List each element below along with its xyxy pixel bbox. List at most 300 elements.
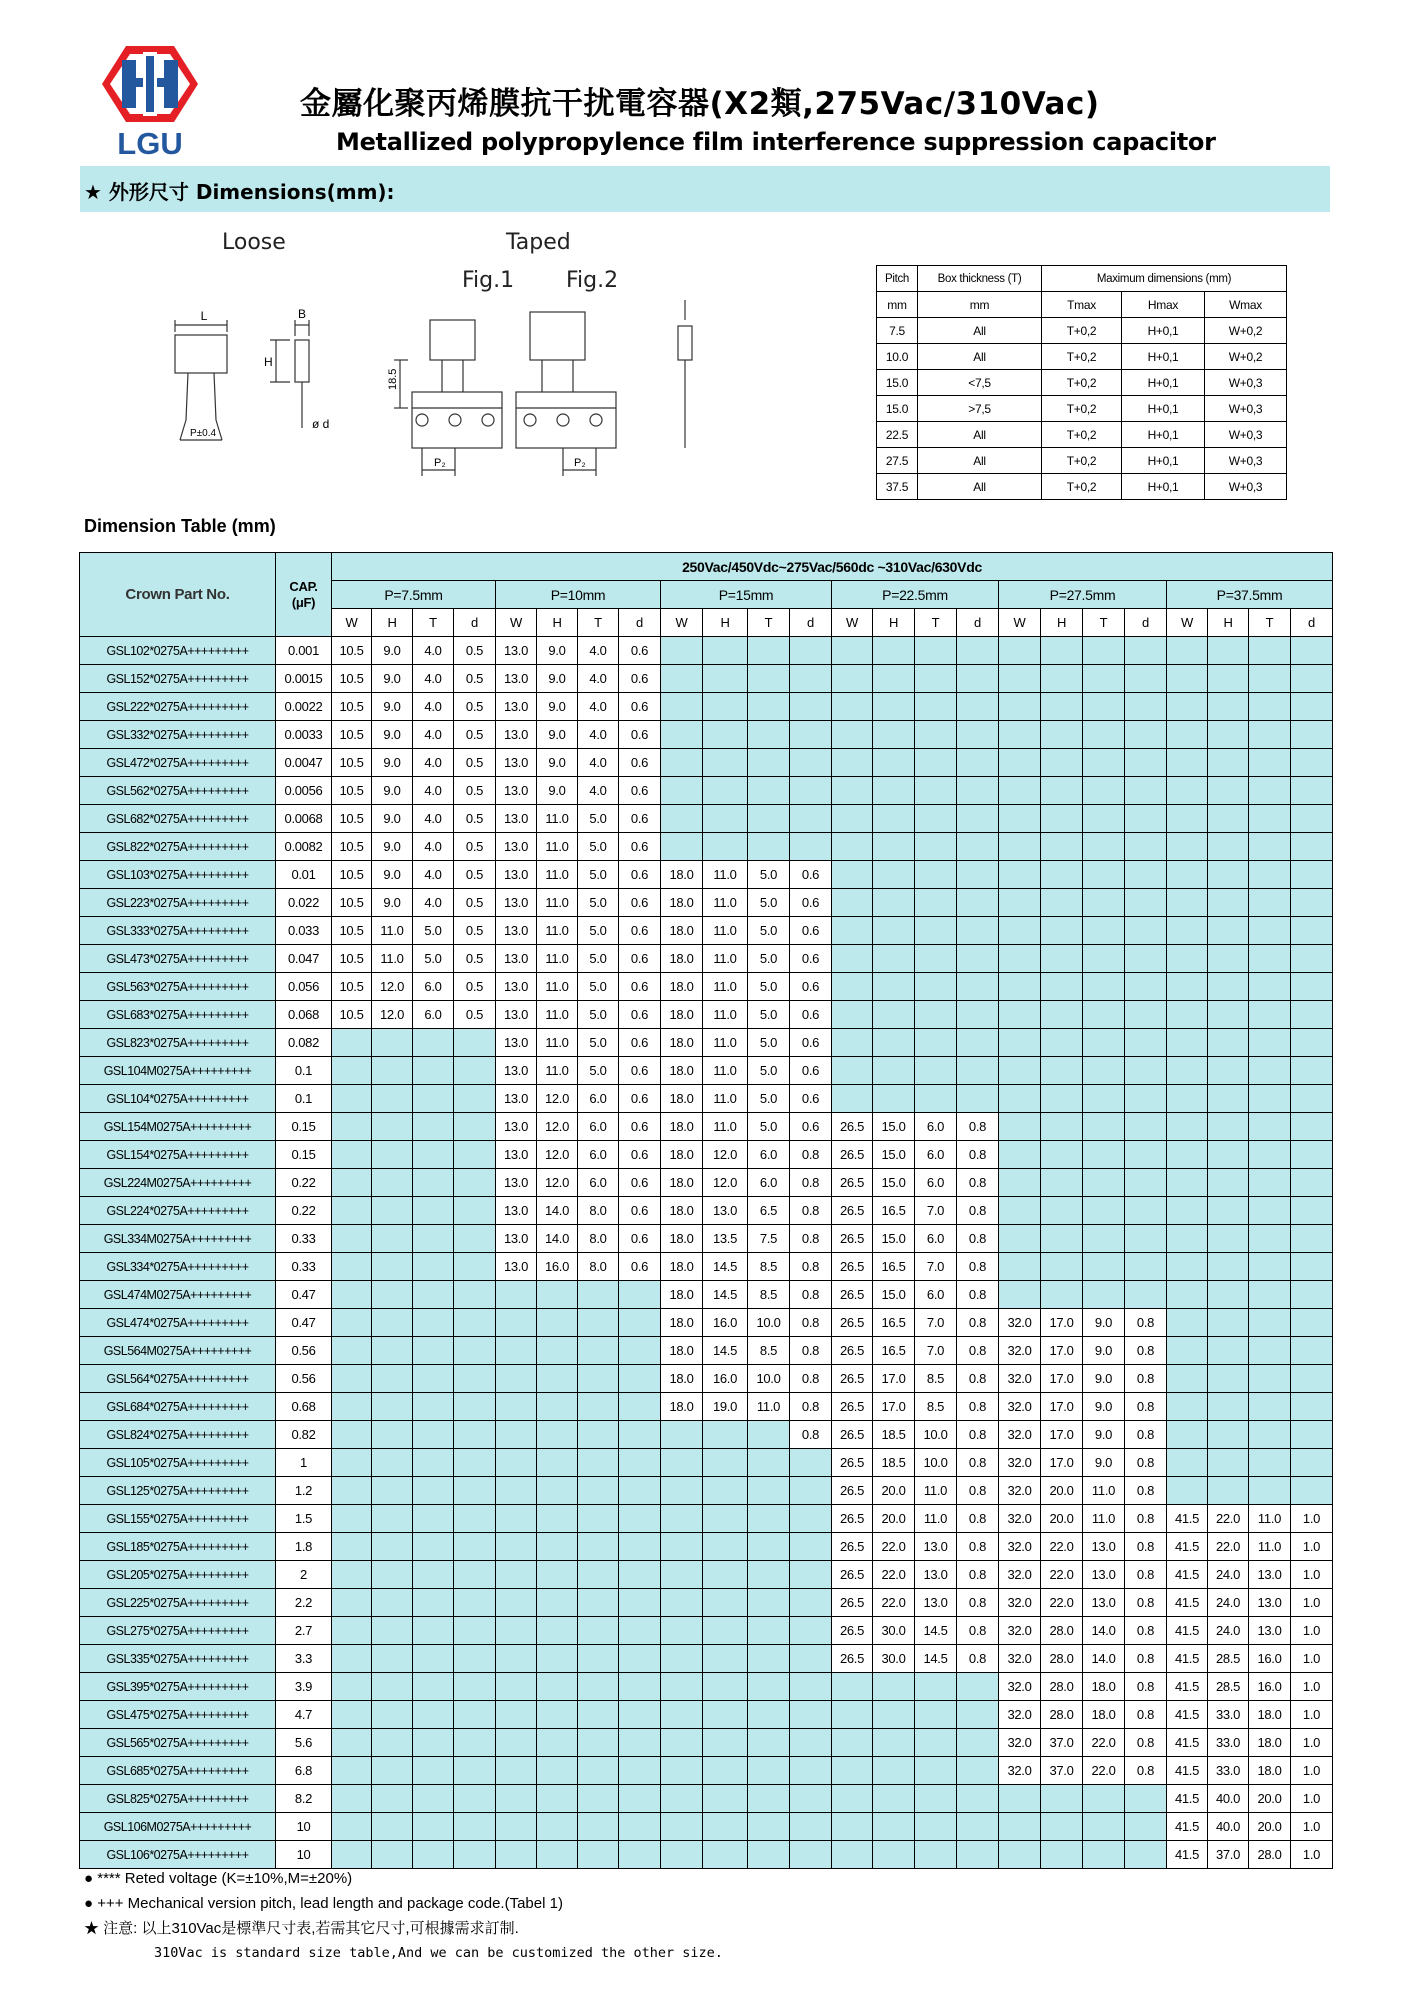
dim-value-cell xyxy=(1208,1281,1249,1309)
pitch-cell: T+0,2 xyxy=(1042,396,1122,422)
dt-col-header: W xyxy=(496,609,537,637)
dim-value-cell xyxy=(454,1505,496,1533)
dim-value-cell: 6.0 xyxy=(578,1113,619,1141)
part-number-cell: GSL685*0275A+++++++++ xyxy=(80,1757,276,1785)
dim-value-cell xyxy=(332,1645,372,1673)
dim-value-cell xyxy=(999,1225,1041,1253)
pitch-row xyxy=(877,422,1287,448)
capacitance-cell: 1.8 xyxy=(276,1533,332,1561)
dim-value-cell xyxy=(332,1197,372,1225)
dim-value-cell xyxy=(332,1505,372,1533)
table-row xyxy=(80,1673,1333,1701)
dim-value-cell: 14.5 xyxy=(915,1617,957,1645)
dim-value-cell: 4.0 xyxy=(578,721,619,749)
dim-value-cell: 22.0 xyxy=(1041,1561,1083,1589)
part-number-cell: GSL474M0275A+++++++++ xyxy=(80,1281,276,1309)
dim-value-cell: 13.0 xyxy=(496,1169,537,1197)
dim-value-cell xyxy=(748,1757,790,1785)
dim-value-cell xyxy=(999,945,1041,973)
dim-value-cell: 0.8 xyxy=(957,1337,999,1365)
dim-value-cell xyxy=(332,1729,372,1757)
part-number-cell: GSL334M0275A+++++++++ xyxy=(80,1225,276,1253)
dim-value-cell: 41.5 xyxy=(1167,1645,1208,1673)
part-number-cell: GSL684*0275A+++++++++ xyxy=(80,1393,276,1421)
dim-value-cell xyxy=(1083,1057,1125,1085)
dim-value-cell: 15.0 xyxy=(873,1113,915,1141)
dim-value-cell: 18.0 xyxy=(661,1169,703,1197)
dim-value-cell xyxy=(1249,749,1291,777)
dim-value-cell xyxy=(832,1001,873,1029)
dim-value-cell xyxy=(748,1841,790,1869)
dim-value-cell xyxy=(1125,1253,1167,1281)
dim-value-cell xyxy=(1125,861,1167,889)
dim-value-cell xyxy=(454,1813,496,1841)
dim-value-cell: 0.8 xyxy=(1125,1561,1167,1589)
dim-value-cell: 13.0 xyxy=(496,721,537,749)
dim-value-cell: 11.0 xyxy=(703,945,748,973)
dim-value-cell: 11.0 xyxy=(372,917,413,945)
dim-value-cell xyxy=(748,1589,790,1617)
dt-col-header: d xyxy=(957,609,999,637)
dim-value-cell xyxy=(999,1281,1041,1309)
dim-value-cell xyxy=(619,1757,661,1785)
label-fig2: Fig.2 xyxy=(566,268,619,293)
dim-value-cell: 22.0 xyxy=(873,1533,915,1561)
dim-value-cell xyxy=(454,1057,496,1085)
dim-value-cell xyxy=(454,1449,496,1477)
dim-value-cell xyxy=(1125,945,1167,973)
dim-value-cell xyxy=(915,749,957,777)
dim-value-cell: 0.6 xyxy=(619,1225,661,1253)
dim-value-cell: 0.8 xyxy=(957,1225,999,1253)
dim-value-cell xyxy=(537,1645,578,1673)
dim-value-cell xyxy=(915,1001,957,1029)
dt-pitch-header: P=15mm xyxy=(661,581,832,609)
dt-col-header: H xyxy=(1208,609,1249,637)
dim-value-cell xyxy=(332,1617,372,1645)
table-row xyxy=(80,1001,1333,1029)
part-number-cell: GSL185*0275A+++++++++ xyxy=(80,1533,276,1561)
dim-value-cell: 17.0 xyxy=(1041,1449,1083,1477)
pitch-cell: T+0,2 xyxy=(1042,448,1122,474)
dim-value-cell xyxy=(1291,889,1333,917)
dim-value-cell xyxy=(790,1477,832,1505)
part-number-cell: GSL105*0275A+++++++++ xyxy=(80,1449,276,1477)
dim-value-cell xyxy=(873,1729,915,1757)
dt-col-header: T xyxy=(413,609,454,637)
pitch-cell: H+0,1 xyxy=(1122,396,1205,422)
dim-value-cell xyxy=(1041,749,1083,777)
pitch-cell: 37.5 xyxy=(877,474,918,500)
dim-value-cell xyxy=(578,1309,619,1337)
dim-value-cell: 18.0 xyxy=(661,1337,703,1365)
dim-value-cell xyxy=(413,1617,454,1645)
dim-value-cell: 18.0 xyxy=(661,861,703,889)
dim-value-cell xyxy=(413,1337,454,1365)
dim-value-cell: 40.0 xyxy=(1208,1785,1249,1813)
dim-value-cell xyxy=(1291,945,1333,973)
dim-value-cell xyxy=(661,1533,703,1561)
dim-value-cell xyxy=(537,1561,578,1589)
dim-value-cell xyxy=(832,1729,873,1757)
dim-value-cell xyxy=(915,665,957,693)
dim-value-cell: 6.0 xyxy=(748,1169,790,1197)
dim-value-cell xyxy=(1249,1421,1291,1449)
part-number-cell: GSL152*0275A+++++++++ xyxy=(80,665,276,693)
dim-value-cell xyxy=(413,1225,454,1253)
dim-value-cell xyxy=(1291,1337,1333,1365)
dim-value-cell xyxy=(1167,665,1208,693)
dim-value-cell: 1.0 xyxy=(1291,1505,1333,1533)
dim-value-cell xyxy=(496,1701,537,1729)
dim-value-cell xyxy=(1208,861,1249,889)
dim-value-cell: 17.0 xyxy=(1041,1309,1083,1337)
dim-value-cell: 5.0 xyxy=(748,945,790,973)
table-row xyxy=(80,1141,1333,1169)
pitch-cell: H+0,1 xyxy=(1122,370,1205,396)
dim-value-cell xyxy=(1083,805,1125,833)
dim-value-cell: 9.0 xyxy=(1083,1393,1125,1421)
dim-value-cell xyxy=(999,665,1041,693)
dim-value-cell: 9.0 xyxy=(1083,1421,1125,1449)
dim-value-cell: 1.0 xyxy=(1291,1785,1333,1813)
dim-value-cell: 32.0 xyxy=(999,1617,1041,1645)
dim-value-cell: 0.5 xyxy=(454,1001,496,1029)
dim-value-cell: 10.0 xyxy=(915,1421,957,1449)
dim-value-cell xyxy=(413,1813,454,1841)
capacitor-drawing xyxy=(150,280,710,500)
pitch-cell: 27.5 xyxy=(877,448,918,474)
dim-value-cell xyxy=(1041,1785,1083,1813)
dim-value-cell xyxy=(1167,1449,1208,1477)
dim-value-cell xyxy=(454,1729,496,1757)
dimensions-section-heading: ★ 外形尺寸 Dimensions(mm): xyxy=(84,180,395,204)
dim-value-cell xyxy=(454,1589,496,1617)
dim-value-cell xyxy=(915,637,957,665)
part-number-cell: GSL154M0275A+++++++++ xyxy=(80,1113,276,1141)
dim-value-cell xyxy=(496,1505,537,1533)
pitch-header-cell: Tmax xyxy=(1042,292,1122,318)
dim-value-cell xyxy=(957,1785,999,1813)
dim-value-cell xyxy=(537,1505,578,1533)
dim-value-cell: 1.0 xyxy=(1291,1841,1333,1869)
dim-value-cell: 0.5 xyxy=(454,693,496,721)
table-row xyxy=(80,973,1333,1001)
dim-value-cell xyxy=(957,945,999,973)
dim-value-cell: 18.0 xyxy=(1249,1701,1291,1729)
dim-value-cell: 6.0 xyxy=(915,1169,957,1197)
dim-value-cell xyxy=(1083,1141,1125,1169)
dim-value-cell xyxy=(413,1141,454,1169)
dim-value-cell xyxy=(413,1505,454,1533)
dim-value-cell xyxy=(832,637,873,665)
dim-value-cell xyxy=(1167,973,1208,1001)
dim-value-cell xyxy=(372,1421,413,1449)
dim-value-cell: 19.0 xyxy=(703,1393,748,1421)
table-row xyxy=(80,917,1333,945)
part-number-cell: GSL563*0275A+++++++++ xyxy=(80,973,276,1001)
dim-value-cell: 9.0 xyxy=(372,805,413,833)
dim-value-cell: 11.0 xyxy=(1083,1505,1125,1533)
dim-value-cell: 26.5 xyxy=(832,1421,873,1449)
dim-value-cell: 5.0 xyxy=(578,973,619,1001)
dim-value-cell: 7.5 xyxy=(748,1225,790,1253)
dim-value-cell: 0.5 xyxy=(454,665,496,693)
dim-value-cell: 22.0 xyxy=(1083,1757,1125,1785)
dim-label-b: B xyxy=(297,307,307,321)
dim-value-cell xyxy=(1083,1225,1125,1253)
dim-value-cell xyxy=(1249,805,1291,833)
dim-value-cell: 26.5 xyxy=(832,1449,873,1477)
dim-value-cell xyxy=(1125,1029,1167,1057)
dim-value-cell xyxy=(332,1589,372,1617)
dim-value-cell xyxy=(332,1757,372,1785)
dim-value-cell: 0.8 xyxy=(790,1141,832,1169)
dim-value-cell: 6.0 xyxy=(578,1169,619,1197)
dim-value-cell: 6.0 xyxy=(748,1141,790,1169)
dim-value-cell: 6.5 xyxy=(748,1197,790,1225)
dim-value-cell xyxy=(1208,945,1249,973)
pitch-header-cell: Maximum dimensions (mm) xyxy=(1042,266,1287,292)
dim-value-cell xyxy=(703,1421,748,1449)
dim-value-cell: 6.0 xyxy=(578,1141,619,1169)
dim-value-cell: 9.0 xyxy=(372,665,413,693)
table-row xyxy=(80,693,1333,721)
pitch-header-cell: mm xyxy=(877,292,918,318)
dim-value-cell: 26.5 xyxy=(832,1141,873,1169)
dim-value-cell: 17.0 xyxy=(1041,1337,1083,1365)
dim-value-cell: 11.0 xyxy=(537,861,578,889)
dim-value-cell xyxy=(1083,1785,1125,1813)
dim-value-cell xyxy=(332,1029,372,1057)
dim-value-cell xyxy=(1249,973,1291,1001)
dim-value-cell: 22.0 xyxy=(1208,1505,1249,1533)
dim-value-cell xyxy=(578,1617,619,1645)
dim-value-cell xyxy=(496,1729,537,1757)
dim-value-cell xyxy=(999,861,1041,889)
dim-value-cell: 0.6 xyxy=(790,1057,832,1085)
dim-value-cell xyxy=(1167,1057,1208,1085)
dim-value-cell: 28.0 xyxy=(1249,1841,1291,1869)
dim-value-cell xyxy=(832,1057,873,1085)
dim-value-cell: 14.5 xyxy=(703,1253,748,1281)
dim-value-cell: 13.0 xyxy=(496,1113,537,1141)
dim-value-cell xyxy=(1167,917,1208,945)
dim-value-cell xyxy=(619,1477,661,1505)
dim-value-cell: 10.5 xyxy=(332,889,372,917)
dim-value-cell xyxy=(915,1701,957,1729)
dim-value-cell: 13.0 xyxy=(496,1057,537,1085)
dim-value-cell xyxy=(661,1617,703,1645)
dim-value-cell: 0.8 xyxy=(790,1253,832,1281)
table-row xyxy=(80,1225,1333,1253)
dim-value-cell xyxy=(748,1701,790,1729)
dim-value-cell: 13.0 xyxy=(496,777,537,805)
dim-value-cell xyxy=(578,1729,619,1757)
dim-value-cell xyxy=(1083,1253,1125,1281)
dt-col-header: T xyxy=(1249,609,1291,637)
dim-value-cell: 9.0 xyxy=(537,749,578,777)
dim-value-cell xyxy=(832,889,873,917)
dim-value-cell: 0.8 xyxy=(1125,1309,1167,1337)
dim-value-cell xyxy=(873,665,915,693)
pitch-cell: T+0,2 xyxy=(1042,474,1122,500)
dim-value-cell xyxy=(413,1309,454,1337)
dim-value-cell: 41.5 xyxy=(1167,1505,1208,1533)
dim-value-cell: 20.0 xyxy=(1249,1785,1291,1813)
dim-value-cell: 0.8 xyxy=(790,1225,832,1253)
dt-pitch-header: P=22.5mm xyxy=(832,581,999,609)
dt-col-header: d xyxy=(1291,609,1333,637)
dim-value-cell xyxy=(1249,1169,1291,1197)
capacitance-cell: 0.047 xyxy=(276,945,332,973)
dim-value-cell: 20.0 xyxy=(1249,1813,1291,1841)
dim-value-cell xyxy=(1249,1225,1291,1253)
capacitance-cell: 1.5 xyxy=(276,1505,332,1533)
dim-value-cell: 10.5 xyxy=(332,945,372,973)
dim-value-cell xyxy=(999,749,1041,777)
dim-value-cell: 8.5 xyxy=(748,1281,790,1309)
dim-value-cell: 4.0 xyxy=(413,637,454,665)
dim-value-cell xyxy=(1041,945,1083,973)
dim-value-cell xyxy=(957,833,999,861)
dim-value-cell: 8.5 xyxy=(748,1253,790,1281)
pitch-header-cell: Wmax xyxy=(1205,292,1287,318)
dim-value-cell xyxy=(703,805,748,833)
dim-value-cell: 0.8 xyxy=(957,1169,999,1197)
dim-value-cell xyxy=(1291,1085,1333,1113)
dim-value-cell xyxy=(957,805,999,833)
dim-value-cell: 18.0 xyxy=(661,1253,703,1281)
dim-value-cell: 22.0 xyxy=(1083,1729,1125,1757)
dim-value-cell xyxy=(578,1589,619,1617)
dim-value-cell xyxy=(1083,1113,1125,1141)
dim-value-cell: 0.6 xyxy=(619,805,661,833)
dim-value-cell: 28.5 xyxy=(1208,1673,1249,1701)
dim-value-cell: 13.0 xyxy=(496,917,537,945)
dim-value-cell xyxy=(1125,693,1167,721)
dim-value-cell: 13.0 xyxy=(496,749,537,777)
dim-value-cell xyxy=(957,1813,999,1841)
dim-value-cell: 0.8 xyxy=(790,1365,832,1393)
dim-value-cell xyxy=(454,1225,496,1253)
dim-value-cell xyxy=(1208,1029,1249,1057)
dim-value-cell xyxy=(999,1841,1041,1869)
dim-value-cell: 13.0 xyxy=(496,1001,537,1029)
dt-part-header: Crown Part No. xyxy=(80,553,276,637)
dim-value-cell: 13.0 xyxy=(703,1197,748,1225)
dim-value-cell: 18.0 xyxy=(661,1197,703,1225)
dim-value-cell xyxy=(619,1309,661,1337)
dim-value-cell xyxy=(661,1785,703,1813)
dim-value-cell xyxy=(1167,1281,1208,1309)
dim-value-cell xyxy=(1208,1253,1249,1281)
dim-value-cell xyxy=(1249,833,1291,861)
dim-value-cell: 10.5 xyxy=(332,805,372,833)
dim-value-cell xyxy=(372,1673,413,1701)
dim-value-cell: 17.0 xyxy=(1041,1421,1083,1449)
dim-value-cell xyxy=(661,1449,703,1477)
dim-value-cell: 41.5 xyxy=(1167,1813,1208,1841)
dim-value-cell xyxy=(661,637,703,665)
dim-value-cell: 0.6 xyxy=(619,1029,661,1057)
dim-value-cell: 0.6 xyxy=(619,749,661,777)
dim-value-cell: 0.6 xyxy=(790,1001,832,1029)
dim-value-cell xyxy=(332,1841,372,1869)
pitch-header-cell: Pitch xyxy=(877,266,918,292)
dim-value-cell xyxy=(703,1561,748,1589)
dim-value-cell xyxy=(790,749,832,777)
dim-value-cell: 10.5 xyxy=(332,721,372,749)
dim-value-cell xyxy=(413,1421,454,1449)
dim-value-cell xyxy=(496,1449,537,1477)
dim-value-cell xyxy=(1291,1001,1333,1029)
capacitance-cell: 3.3 xyxy=(276,1645,332,1673)
dim-value-cell xyxy=(372,1085,413,1113)
dim-value-cell: 0.6 xyxy=(619,1253,661,1281)
pitch-cell: W+0,2 xyxy=(1205,318,1287,344)
dim-value-cell: 12.0 xyxy=(537,1085,578,1113)
dim-value-cell: 0.8 xyxy=(1125,1729,1167,1757)
part-number-cell: GSL224M0275A+++++++++ xyxy=(80,1169,276,1197)
dim-value-cell xyxy=(1291,693,1333,721)
dim-value-cell: 11.0 xyxy=(1249,1505,1291,1533)
dim-value-cell: 0.8 xyxy=(1125,1337,1167,1365)
dim-value-cell xyxy=(873,945,915,973)
dim-value-cell xyxy=(1249,693,1291,721)
dim-value-cell xyxy=(496,1393,537,1421)
pitch-cell: H+0,1 xyxy=(1122,448,1205,474)
dim-value-cell xyxy=(915,777,957,805)
dim-value-cell xyxy=(332,1393,372,1421)
table-row xyxy=(80,1113,1333,1141)
table-row xyxy=(80,665,1333,693)
dim-value-cell xyxy=(578,1785,619,1813)
dim-value-cell xyxy=(578,1505,619,1533)
dim-value-cell xyxy=(1041,1169,1083,1197)
dim-value-cell xyxy=(454,1281,496,1309)
dim-value-cell: 18.0 xyxy=(661,1001,703,1029)
dim-value-cell: 0.8 xyxy=(790,1281,832,1309)
pitch-cell: 15.0 xyxy=(877,396,918,422)
dim-value-cell xyxy=(915,1057,957,1085)
dim-value-cell: 0.8 xyxy=(790,1309,832,1337)
dim-value-cell: 1.0 xyxy=(1291,1617,1333,1645)
dim-value-cell: 0.8 xyxy=(1125,1449,1167,1477)
pitch-row xyxy=(877,344,1287,370)
dim-value-cell: 0.5 xyxy=(454,833,496,861)
dim-value-cell: 28.0 xyxy=(1041,1673,1083,1701)
dim-value-cell: 32.0 xyxy=(999,1757,1041,1785)
dim-value-cell xyxy=(790,1449,832,1477)
dim-value-cell: 16.5 xyxy=(873,1253,915,1281)
dim-value-cell xyxy=(748,749,790,777)
dim-value-cell: 13.0 xyxy=(496,1029,537,1057)
dim-value-cell xyxy=(413,1673,454,1701)
part-number-cell: GSL472*0275A+++++++++ xyxy=(80,749,276,777)
pitch-cell: All xyxy=(918,448,1042,474)
capacitance-cell: 0.068 xyxy=(276,1001,332,1029)
dim-value-cell xyxy=(873,1001,915,1029)
dim-value-cell: 5.0 xyxy=(748,1085,790,1113)
dim-value-cell xyxy=(748,1785,790,1813)
dim-value-cell: 0.6 xyxy=(619,665,661,693)
table-row xyxy=(80,721,1333,749)
dim-value-cell xyxy=(1167,1477,1208,1505)
dim-value-cell: 0.6 xyxy=(619,1197,661,1225)
dim-value-cell xyxy=(1041,1029,1083,1057)
dim-value-cell xyxy=(1167,1309,1208,1337)
